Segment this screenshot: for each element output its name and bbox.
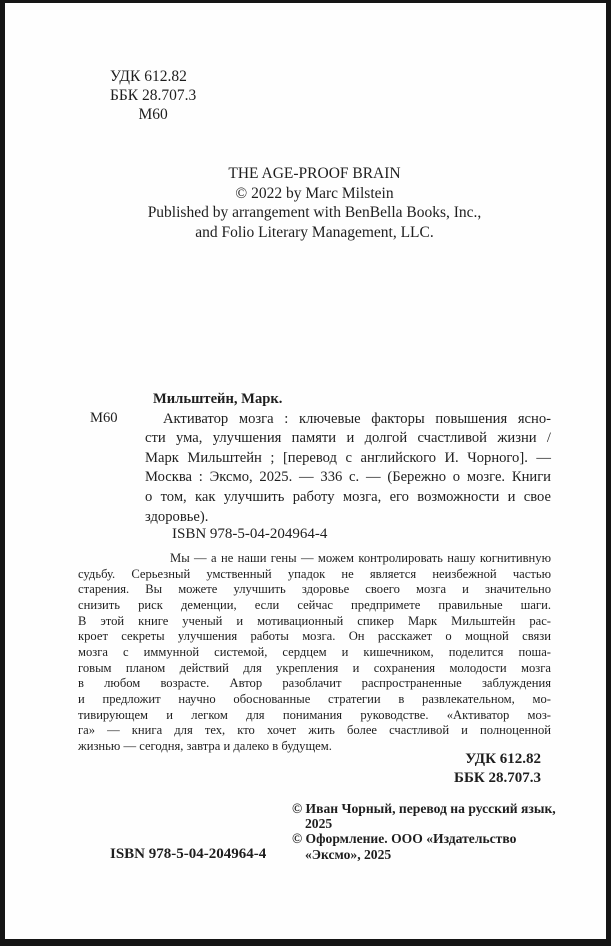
isbn-line-middle: ISBN 978-5-04-204964-4	[172, 526, 328, 542]
udk-code-top: УДК 612.82	[110, 68, 187, 85]
author-heading: Мильштейн, Марк.	[153, 391, 283, 407]
arrangement-line-2: and Folio Literary Management, LLC.	[195, 223, 434, 241]
top-classification-block	[110, 67, 196, 124]
design-copyright-publisher: «Эксмо», 2025	[305, 846, 392, 862]
annotation-line: Мы — а не наши гены — можем контролировать нашу когнитивную	[170, 551, 551, 565]
biblio-line: Марк Мильштейн ; [перевод с английского И. Чорного]. —	[145, 449, 551, 466]
isbn-line-bottom: ISBN 978-5-04-204964-4	[110, 846, 267, 862]
original-edition-block	[78, 164, 551, 242]
copyright-block	[292, 801, 556, 862]
annotation-line: мозга с иммунной системой, сердцем и кишечником, поделится поша-	[78, 644, 551, 659]
original-copyright: © 2022 by Marc Milstein	[235, 184, 394, 202]
annotation-line: говым планом действий для укрепления и сохранения молодости мозга	[78, 660, 551, 675]
udk-code-bottom: УДК 612.82	[465, 751, 541, 767]
bbk-code-top: ББК 28.707.3	[110, 87, 197, 104]
biblio-line: Активатор мозга : ключевые факторы повышения ясно-	[163, 410, 551, 427]
annotation-line: судьбу. Серьезный умственный упадок не является неизбежной частью	[78, 566, 551, 581]
biblio-line: Москва : Эксмо, 2025. — 336 с. — (Бережно о мозге. Книги	[145, 469, 551, 486]
annotation-line: га» — книга для тех, кто хочет жить более счастливой и полноценной	[78, 723, 551, 738]
margin-author-sign: М60	[90, 410, 118, 426]
biblio-line: сти ума, улучшения памяти и долгой счастливой жизни /	[145, 430, 551, 447]
author-sign-top: М60	[138, 106, 168, 123]
annotation-line: старения. Вы можете улучшить здоровье своего мозга и значительно	[78, 582, 551, 597]
translation-copyright-line: © Иван Чорный, перевод на русский язык,	[292, 801, 556, 816]
annotation-line: тивирующем и легком для понимания руководстве. «Активатор моз-	[78, 707, 551, 722]
annotation-line: и предложит научно обоснованные стратегии в развлекательном, мо-	[78, 691, 551, 706]
annotation-line: В этой книге ученый и мотивационный спикер Марк Мильштейн рас-	[78, 613, 551, 628]
bibliographic-entry	[145, 390, 551, 527]
annotation-line: снизить риск деменции, если сейчас предпримете правильные шаги.	[78, 597, 551, 612]
annotation-line: жизнью — сегодня, завтра и далеко в будущем.	[78, 738, 332, 753]
translation-copyright-year: 2025	[305, 816, 333, 832]
design-copyright-line: © Оформление. ООО «Издательство	[292, 831, 517, 847]
bottom-classification-block	[454, 750, 541, 787]
biblio-line: здоровье).	[145, 508, 209, 525]
bbk-code-bottom: ББК 28.707.3	[454, 769, 541, 786]
annotation-line: в любом возрасте. Автор разоблачит распространенные заблуждения	[78, 676, 551, 691]
annotation-paragraph	[78, 551, 551, 755]
annotation-line: кроет секреты улучшения работы мозга. Он расскажет о мощной связи	[78, 629, 551, 644]
biblio-line: о том, как улучшить работу мозга, его возможности и свое	[145, 488, 551, 505]
original-title: THE AGE-PROOF BRAIN	[228, 165, 401, 182]
arrangement-line-1: Published by arrangement with BenBella Books, Inc.,	[147, 204, 482, 221]
